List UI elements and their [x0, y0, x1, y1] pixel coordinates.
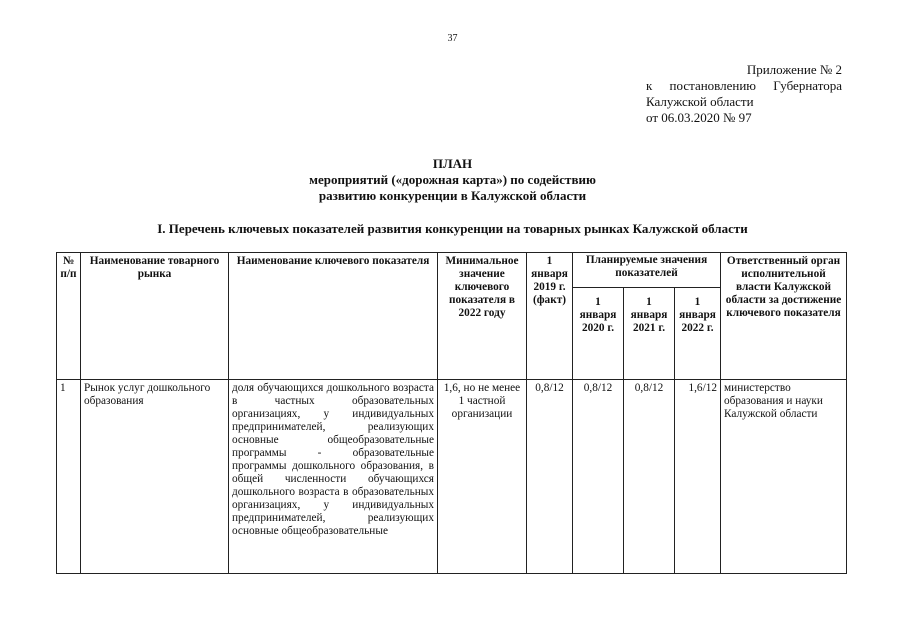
plan-heading	[0, 156, 905, 204]
header-market: Наименование товарного рынка	[81, 253, 229, 380]
appendix-resolution-line: к постановлению Губернатора	[646, 78, 842, 93]
appendix-date-line: от 06.03.2020 № 97	[646, 110, 752, 125]
indicators-table	[56, 252, 847, 574]
cell-2022: 1,6/12	[675, 380, 721, 574]
cell-2020: 0,8/12	[573, 380, 624, 574]
header-num: № п/п	[57, 253, 81, 380]
plan-title: ПЛАН	[432, 156, 473, 171]
plan-subtitle-line1: мероприятий («дорожная карта») по содействию	[309, 172, 596, 187]
section-title: I. Перечень ключевых показателей развития конкуренции на товарных рынках Калужской области	[157, 221, 748, 236]
cell-2021: 0,8/12	[624, 380, 675, 574]
page-number: 37	[447, 33, 458, 44]
table-row	[57, 380, 847, 574]
header-indicator: Наименование ключевого показателя	[229, 253, 438, 380]
header-fact-2019: 1 января 2019 г. (факт)	[527, 253, 573, 380]
header-2022: 1 января 2022 г.	[675, 287, 721, 379]
header-2021: 1 января 2021 г.	[624, 287, 675, 379]
header-2020: 1 января 2020 г.	[573, 287, 624, 379]
header-responsible: Ответственный орган исполнительной власти Калужской области за достижение ключевого показателя	[721, 253, 847, 380]
cell-fact-2019: 0,8/12	[527, 380, 573, 574]
cell-responsible: министерство образования и науки Калужской области	[721, 380, 847, 574]
cell-num: 1	[57, 380, 81, 574]
table-header-row	[57, 253, 847, 288]
cell-min-value: 1,6, но не менее 1 частной организации	[438, 380, 527, 574]
cell-indicator: доля обучающихся дошкольного возраста в частных образовательных организациях, у индивидуальных предпринимателей, реализующих основные общеобразовательные программы - образовательные программы дошкольного образования, в общей численности обучающихся дошкольного возраста в образовательных организациях, у индивидуальных предпринимателей, реализующих основные общеобразовательные	[229, 380, 438, 574]
plan-subtitle-line2: развитию конкуренции в Калужской области	[318, 188, 587, 203]
appendix-block	[646, 62, 842, 126]
appendix-title: Приложение № 2	[746, 62, 842, 77]
appendix-region-line: Калужской области	[646, 94, 754, 109]
cell-market: Рынок услуг дошкольного образования	[81, 380, 229, 574]
header-planned: Планируемые значения показателей	[573, 253, 721, 288]
header-min-value: Минимальное значение ключевого показателя в 2022 году	[438, 253, 527, 380]
